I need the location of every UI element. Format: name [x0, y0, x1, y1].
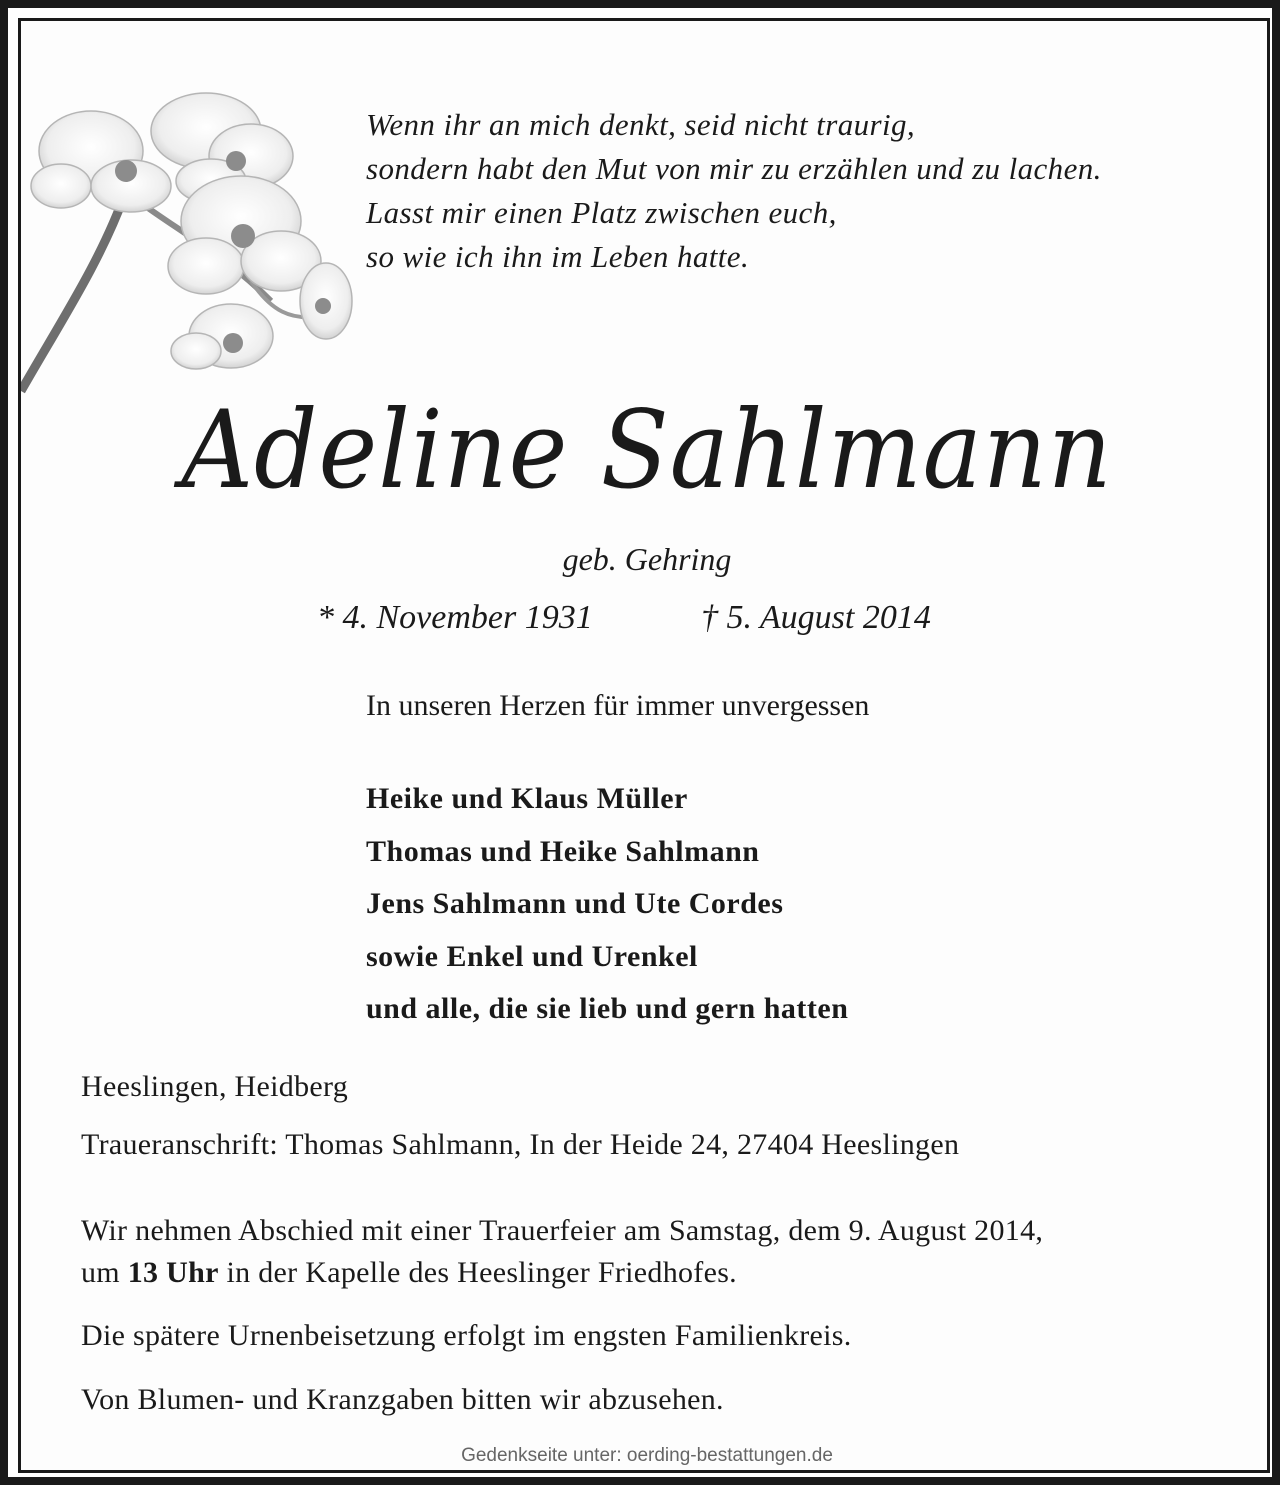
memorial-page-link[interactable]: Gedenkseite unter: oerding-bestattungen.de — [461, 1445, 833, 1466]
obituary-inner-frame — [18, 18, 1270, 1473]
ceremony-location: in der Kapelle des Heeslinger Friedhofes. — [218, 1256, 737, 1289]
memory-line: In unseren Herzen für immer unvergessen — [366, 689, 870, 722]
death-date: † 5. August 2014 — [701, 599, 931, 636]
ceremony-time: 13 Uhr — [127, 1256, 219, 1289]
ceremony-notice — [81, 1210, 1043, 1294]
poem-line-1: Wenn ihr an mich denkt, seid nicht traurig, — [366, 107, 916, 142]
mourner-line: sowie Enkel und Urenkel — [366, 939, 698, 973]
poem-line-4: so wie ich ihn im Leben hatte. — [366, 239, 750, 274]
ceremony-prefix: um — [81, 1256, 128, 1289]
mourner-line: Thomas und Heike Sahlmann — [366, 834, 760, 868]
birth-date: * 4. November 1931 — [317, 599, 593, 636]
mourner-line: und alle, die sie lieb und gern hatten — [366, 992, 849, 1025]
mourning-address: Traueranschrift: Thomas Sahlmann, In der Heide 24, 27404 Heeslingen — [81, 1128, 960, 1161]
urn-burial-note: Die spätere Urnenbeisetzung erfolgt im engsten Familienkreis. — [81, 1319, 852, 1352]
poem-line-2: sondern habt den Mut von mir zu erzählen und zu lachen. — [366, 151, 1102, 186]
ceremony-line-2 — [81, 1252, 1043, 1294]
ceremony-line-1: Wir nehmen Abschied mit einer Trauerfeier am Samstag, dem 9. August 2014, — [81, 1214, 1044, 1247]
mourner-line: Heike und Klaus Müller — [366, 782, 688, 815]
orchid-branch-icon — [21, 81, 361, 411]
place-text: Heeslingen, Heidberg — [81, 1070, 349, 1103]
flowers-note: Von Blumen- und Kranzgaben bitten wir abzusehen. — [81, 1383, 724, 1416]
maiden-name: geb. Gehring — [562, 541, 732, 577]
mourners-list — [366, 773, 848, 1036]
mourner-line: Jens Sahlmann und Ute Cordes — [366, 887, 784, 920]
poem-quote — [366, 103, 1102, 279]
poem-line-3: Lasst mir einen Platz zwischen euch, — [366, 195, 837, 230]
deceased-name: Adeline Sahlmann — [181, 388, 1113, 513]
